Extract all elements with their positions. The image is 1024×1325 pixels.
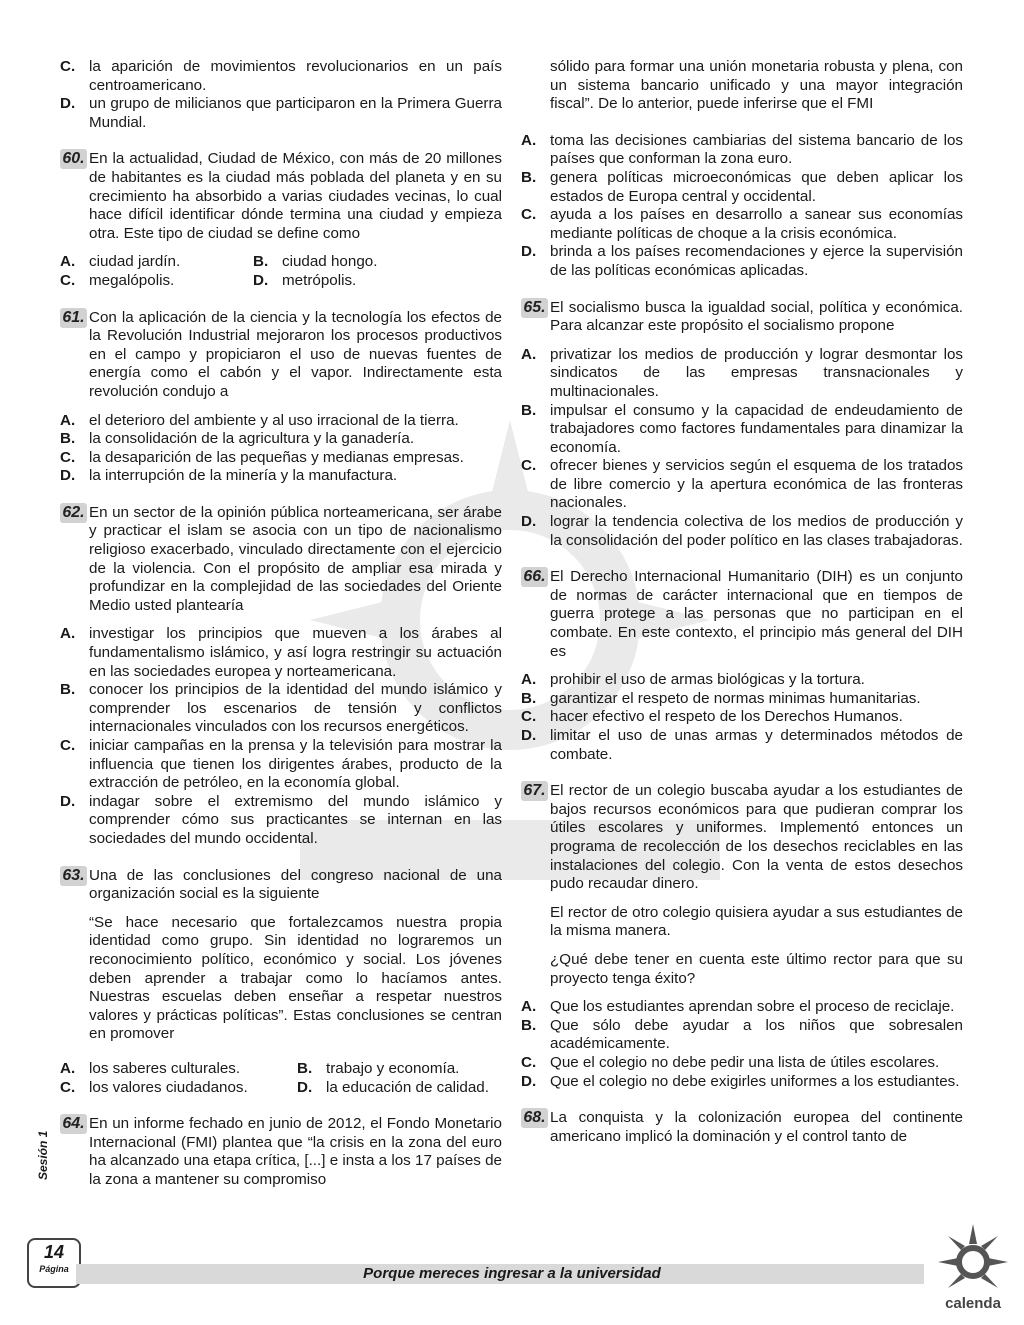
question-stem: En un sector de la opinión pública norteamericana, ser árabe y practicar el islam se asocia con un tipo de nacionalismo religioso exacerbado, vinculado directamente con el ejercicio de la violencia. Con el propósito de ampliar esa mirada y profundizar en la complejidad de las sociedades del Oriente Medio usted plantearía <box>89 503 502 614</box>
logo-text: calenda <box>945 1295 1001 1312</box>
page-number: 14 <box>43 1242 65 1262</box>
option-d[interactable]: D. lograr la tendencia colectiva de los medios de producción y la consolidación del poder político en las clases trabajadoras. <box>521 513 963 549</box>
option-c[interactable]: C. los valores ciudadanos. <box>60 1078 248 1096</box>
options-67 <box>521 998 963 1091</box>
option-b[interactable]: B. genera políticas microeconómicas que deben aplicar los estados de Europa central y occidental. <box>521 168 963 205</box>
option-a[interactable]: A. investigar los principios que mueven a los árabes al fundamentalismo islámico, y así logra restringir su actuación en las sociedades europea y norteamericana. <box>60 625 502 680</box>
option-c[interactable]: C. la desaparición de las pequeñas y medianas empresas. <box>60 448 464 466</box>
question-stem: En la actualidad, Ciudad de México, con más de 20 millones de habitantes es la ciudad más poblada del planeta y en su crecimiento ha absorbido a varias ciudades vecinas, lo cual hace difícil identificar dónde termina una ciudad y empieza otra. Este tipo de ciudad se define como <box>89 150 502 242</box>
options-64 <box>521 132 963 281</box>
question-63 <box>60 867 502 904</box>
option-c[interactable]: C. ayuda a los países en desarrollo a sanear sus economías mediante políticas de choque a la crisis económica. <box>521 206 963 242</box>
option-d[interactable]: D. indagar sobre el extremismo del mundo islámico y comprender cómo sus practicantes se internan en las sociedades del mundo occidental. <box>60 792 502 847</box>
session-label: Sesión 1 <box>36 1130 50 1180</box>
question-number: 62. <box>60 503 87 523</box>
question-number: 60. <box>60 149 87 169</box>
option-d[interactable]: D. metrópolis. <box>253 271 357 289</box>
right-column <box>521 58 963 1146</box>
question-stem: En un informe fechado en junio de 2012, el Fondo Monetario Internacional (FMI) plantea que “la crisis en la zona del euro ha alcanzado una etapa crítica, [...] e insta a los 17 países de la zona a mantener su compromiso <box>89 1115 502 1188</box>
left-column <box>60 58 502 1189</box>
options-65 <box>521 346 963 551</box>
question-65 <box>521 299 963 336</box>
option-c[interactable]: C. ofrecer bienes y servicios según el esquema de los tratados de libre comercio y la apertura económica de las fronteras nacionales. <box>521 457 963 512</box>
options-63 <box>60 1060 502 1097</box>
options-60 <box>60 253 502 290</box>
question-number: 65. <box>521 298 548 318</box>
option-c[interactable]: C. la aparición de movimientos revolucionarios en un país centroamericano. <box>60 58 502 94</box>
question-number: 68. <box>521 1108 548 1128</box>
option-a[interactable]: A. prohibir el uso de armas biológicas y la tortura. <box>521 671 865 689</box>
option-b[interactable]: B. Que sólo debe ayudar a los niños que sobresalen académicamente. <box>521 1016 963 1053</box>
footer-slogan: Porque mereces ingresar a la universidad <box>363 1265 661 1282</box>
question-67 <box>521 782 963 894</box>
option-a[interactable]: A. los saberes culturales. <box>60 1059 241 1077</box>
question-stem: Una de las conclusiones del congreso nacional de una organización social es la siguiente <box>89 866 502 903</box>
option-a[interactable]: A. el deterioro del ambiente y al uso irracional de la tierra. <box>60 411 459 429</box>
question-64-continued: sólido para formar una unión monetaria robusta y plena, con un sistema bancario unificado y una mayor integración fiscal”. De lo anterior, puede inferirse que el FMI <box>550 58 963 113</box>
option-d[interactable]: D. limitar el uso de unas armas y determinados métodos de combate. <box>521 727 963 763</box>
question-stem: Con la aplicación de la ciencia y la tecnología los efectos de la Revolución Industrial mejoraron los procesos productivos en el campo y propiciaron el uso de nuevas fuentes de energía como el cabón y el vapor. Indirectamente esta revolución condujo a <box>89 308 502 400</box>
option-b[interactable]: B. ciudad hongo. <box>253 253 378 271</box>
option-a[interactable]: A. ciudad jardín. <box>60 253 181 271</box>
question-64 <box>60 1115 502 1189</box>
option-c[interactable]: C. Que el colegio no debe pedir una lista de útiles escolares. <box>521 1053 940 1071</box>
option-c[interactable]: C. iniciar campañas en la prensa y la televisión para mostrar la influencia que tienen los dirigentes árabes, producto de la extracción de petróleo, en la economía global. <box>60 737 502 792</box>
option-c[interactable]: C. megalópolis. <box>60 271 175 289</box>
options-66 <box>521 671 963 764</box>
question-66 <box>521 568 963 661</box>
question-62 <box>60 504 502 616</box>
question-67-paragraph-3: ¿Qué debe tener en cuenta este último rector para que su proyecto tenga éxito? <box>550 950 963 987</box>
question-number: 63. <box>60 866 87 886</box>
option-b[interactable]: B. la consolidación de la agricultura y la ganadería. <box>60 430 415 448</box>
question-number: 64. <box>60 1114 87 1134</box>
option-a[interactable]: A. Que los estudiantes aprendan sobre el proceso de reciclaje. <box>521 998 955 1016</box>
question-stem: La conquista y la colonización europea del continente americano implicó la dominación y el control tanto de <box>550 1109 963 1145</box>
question-68 <box>521 1109 963 1146</box>
question-number: 67. <box>521 781 548 801</box>
question-61 <box>60 309 502 402</box>
page-label: Página <box>39 1264 69 1274</box>
option-d[interactable]: D. la educación de calidad. <box>297 1078 489 1096</box>
option-b[interactable]: B. trabajo y economía. <box>297 1059 460 1077</box>
option-b[interactable]: B. garantizar el respeto de normas minimas humanitarias. <box>521 689 921 707</box>
option-a[interactable]: A. privatizar los medios de producción y lograr desmontar los sindicatos de las empresas transnacionales y multinacionales. <box>521 345 963 400</box>
option-d[interactable]: D. un grupo de milicianos que participaron en la Primera Guerra Mundial. <box>60 95 502 131</box>
option-d[interactable]: D. la interrupción de la minería y la manufactura. <box>60 467 398 485</box>
options-61 <box>60 412 502 486</box>
question-67-paragraph-2: El rector de otro colegio quisiera ayudar a sus estudiantes de la misma manera. <box>550 903 963 940</box>
option-a[interactable]: A. toma las decisiones cambiarias del sistema bancario de los países que conforman la zona euro. <box>521 131 963 168</box>
quote-63: “Se hace necesario que fortalezcamos nuestra propia identidad como grupo. Sin identidad no lograremos un reconocimiento político, económico y social. Los jóvenes deben aprender a trabajar como lo hacíamos antes. Nuestras escuelas deben enseñar a respetar nuestros valores y prácticas políticas”. Estas conclusiones se centran en promover <box>89 913 502 1043</box>
question-stem: El socialismo busca la igualdad social, política y económica. Para alcanzar este propósito el socialismo propone <box>550 298 963 335</box>
question-stem: El rector de un colegio buscaba ayudar a los estudiantes de bajos recursos económicos para que pudieran comprar los útiles escolares y uniformes. Implementó entonces un programa de recolección de los desechos reciclables en las instalaciones del colegio. Con la venta de estos desechos pudo recaudar dinero. <box>550 782 963 893</box>
option-d[interactable]: D. Que el colegio no debe exigirles uniformes a los estudiantes. <box>521 1072 960 1090</box>
option-d[interactable]: D. brinda a los países recomendaciones y ejerce la supervisión de las políticas económicas aplicadas. <box>521 243 963 279</box>
option-b[interactable]: B. impulsar el consumo y la capacidad de endeudamiento de trabajadores como factores fundamentales para dinamizar la economía. <box>521 401 963 456</box>
question-number: 66. <box>521 567 548 587</box>
question-60 <box>60 150 502 243</box>
option-c[interactable]: C. hacer efectivo el respeto de los Derechos Humanos. <box>521 708 903 726</box>
options-62 <box>60 625 502 848</box>
calenda-logo-icon <box>938 1224 1008 1314</box>
option-b[interactable]: B. conocer los principios de la identidad del mundo islámico y comprender los escenarios de tensión y conflictos internacionales vinculados con los recursos energéticos. <box>60 681 502 736</box>
question-number: 61. <box>60 308 87 328</box>
question-stem: El Derecho Internacional Humanitario (DIH) es un conjunto de normas de carácter internacional que en tiempos de guerra protege a las personas que no participan en el combate. En este contexto, el principio más general del DIH es <box>550 568 963 660</box>
